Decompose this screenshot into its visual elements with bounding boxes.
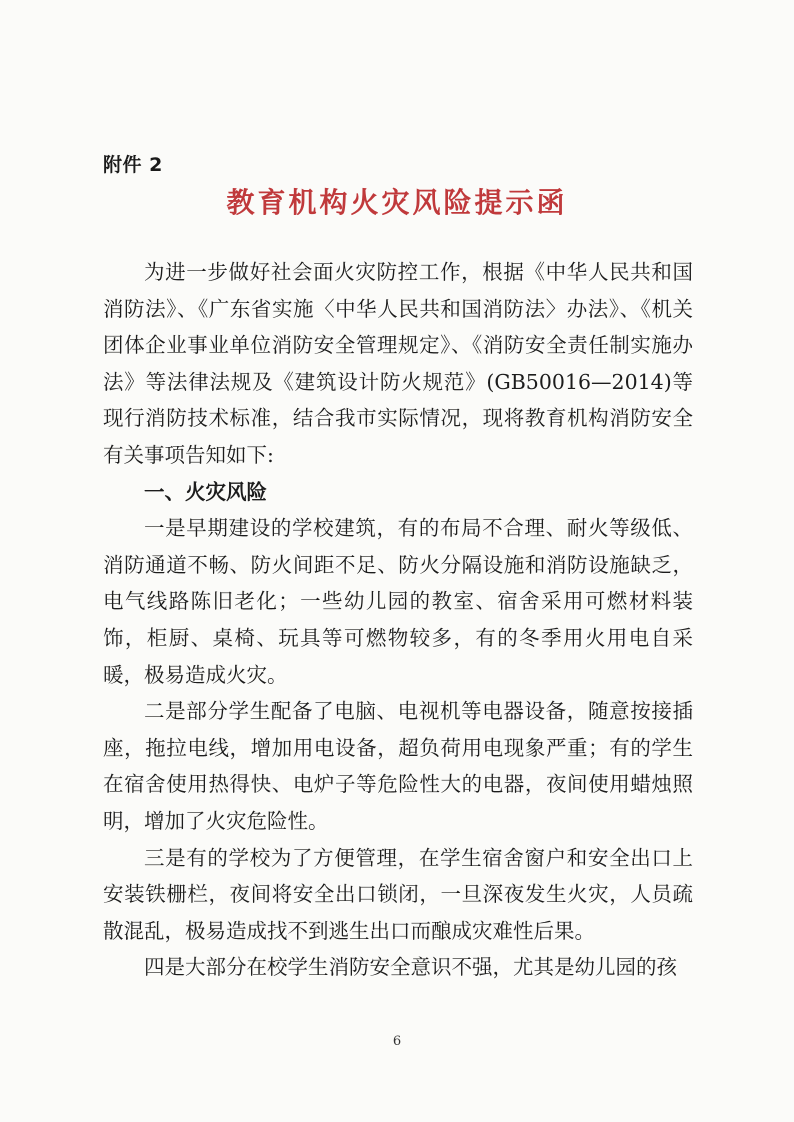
paragraph-3: 三是有的学校为了方便管理，在学生宿舍窗户和安全出口上安装铁栅栏，夜间将安全出口锁闭，一旦深夜发生火灾，人员疏散混乱，极易造成找不到逃生出口而酿成灾难性后果。 <box>103 845 693 943</box>
page-number: 6 <box>392 1034 402 1049</box>
paragraph-1: 一是早期建设的学校建筑，有的布局不合理、耐火等级低、消防通道不畅、防火间距不足、防火分隔设施和消防设施缺乏，电气线路陈旧老化；一些幼儿园的教室、宿舍采用可燃材料装饰，柜厨、桌椅、玩具等可燃物较多，有的冬季用火用电自采暖，极易造成火灾。 <box>103 516 693 687</box>
section-heading: 一、火灾风险 <box>144 479 267 504</box>
document-title: 教育机构火灾风险提示函 <box>226 186 568 219</box>
paragraph-2: 二是部分学生配备了电脑、电视机等电器设备，随意按接插座，拖拉电线，增加用电设备，超负荷用电现象严重；有的学生在宿舍使用热得快、电炉子等危险性大的电器，夜间使用蜡烛照明，增加了火灾危险性。 <box>103 699 693 833</box>
intro-paragraph: 为进一步做好社会面火灾防控工作，根据《中华人民共和国消防法》、《广东省实施〈中华人民共和国消防法〉办法》、《机关团体企业事业单位消防安全管理规定》、《消防安全责任制实施办法》等法律法规及《建筑设计防火规范》(GB50016—2014)等现行消防技术标准，结合我市实际情况，现将教育机构消防安全有关事项告知如下: <box>103 260 693 467</box>
attachment-label: 附件 2 <box>103 154 163 176</box>
paragraph-4: 四是大部分在校学生消防安全意识不强，尤其是幼儿园的孩 <box>144 955 677 980</box>
document-body <box>103 254 693 986</box>
